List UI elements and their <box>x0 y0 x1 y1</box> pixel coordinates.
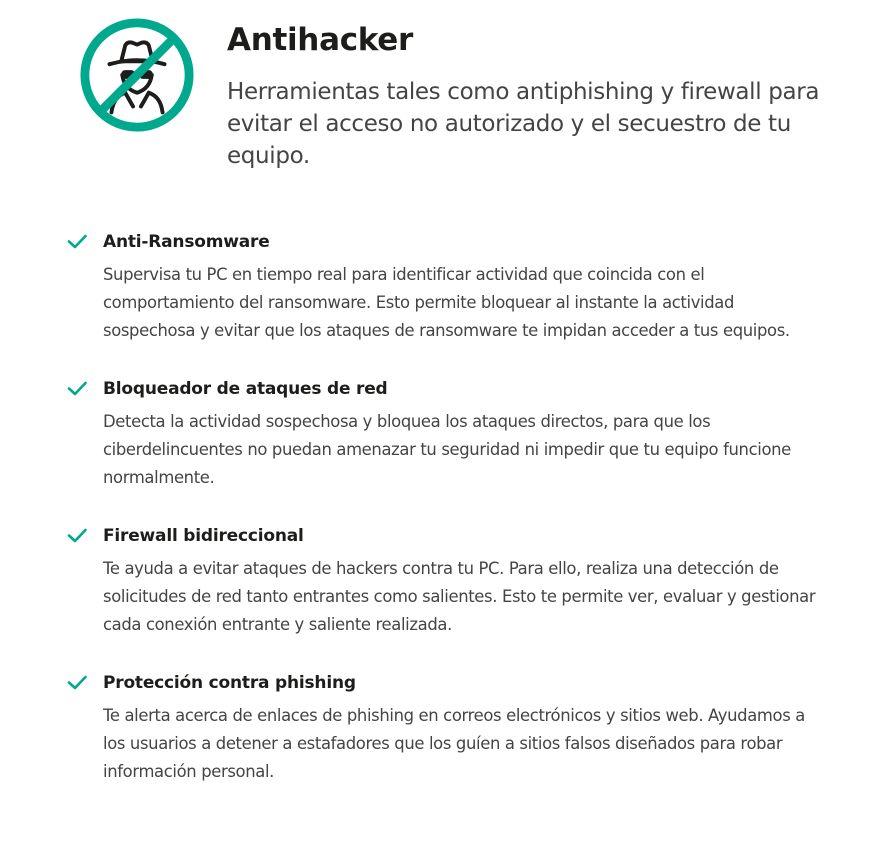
feature-description: Detecta la actividad sospechosa y bloquea los ataques directos, para que los ciberdelincuentes no puedan amenazar tu seguridad ni impedir que tu equipo funcione normalmente. <box>103 412 791 487</box>
feature-item-phishing-protection <box>66 667 826 786</box>
feature-title: Bloqueador de ataques de red <box>103 379 388 399</box>
check-icon <box>66 379 88 397</box>
page-title: Antihacker <box>227 22 413 58</box>
check-icon <box>66 526 88 544</box>
feature-list <box>66 226 826 814</box>
feature-item-network-attack-blocker <box>66 373 826 492</box>
feature-title: Firewall bidireccional <box>103 526 304 546</box>
feature-description: Supervisa tu PC en tiempo real para identificar actividad que coincida con el comportamiento del ransomware. Esto permite bloquear al instante la actividad sospechosa y evitar que los ataques de ransomware te impidan acceder a tus equipos. <box>103 265 790 340</box>
feature-item-two-way-firewall <box>66 520 826 639</box>
incognito-hacker-prohibited-icon <box>78 16 196 134</box>
feature-item-anti-ransomware <box>66 226 826 345</box>
feature-title: Anti-Ransomware <box>103 232 270 252</box>
check-icon <box>66 232 88 250</box>
check-icon <box>66 673 88 691</box>
feature-description: Te alerta acerca de enlaces de phishing en correos electrónicos y sitios web. Ayudamos a los usuarios a detener a estafadores que los guíen a sitios falsos diseñados para robar información personal. <box>103 706 805 781</box>
page-description: Herramientas tales como antiphishing y firewall para evitar el acceso no autorizado y el secuestro de tu equipo. <box>227 79 820 169</box>
feature-title: Protección contra phishing <box>103 673 356 693</box>
feature-description: Te ayuda a evitar ataques de hackers contra tu PC. Para ello, realiza una detección de solicitudes de red tanto entrantes como salientes. Esto te permite ver, evaluar y gestionar cada conexión entrante y saliente realizada. <box>103 559 816 634</box>
